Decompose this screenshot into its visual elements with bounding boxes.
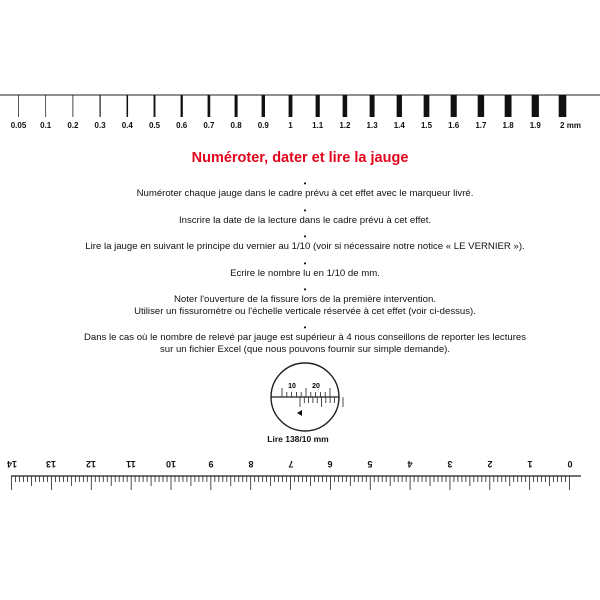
bottom-ruler-labels xyxy=(0,459,600,475)
bullet-icon: • xyxy=(303,258,307,268)
instructions-heading: Numéroter, dater et lire la jauge xyxy=(191,150,409,166)
scale-bar xyxy=(424,95,430,117)
bullet-icon: • xyxy=(303,179,307,188)
instruction-text: Noter l'ouverture de la fissure lors de la première intervention. xyxy=(173,294,437,305)
scale-bar xyxy=(478,95,484,117)
ruler-label: 2 xyxy=(487,459,493,469)
instruction-text: Dans le cas où le nombre de relevé par jauge est supérieur à 4 nous conseillons de reporter les lectures xyxy=(83,332,527,343)
scale-label: 1.1 xyxy=(312,121,324,130)
scale-label: 1.6 xyxy=(448,121,460,130)
scale-bar xyxy=(181,95,183,117)
scale-bar xyxy=(559,95,567,117)
instruction-item xyxy=(40,180,570,200)
scale-bar xyxy=(532,95,539,117)
ruler-label: 5 xyxy=(367,459,373,469)
ruler-label: 9 xyxy=(208,459,214,469)
instruction-text: Numéroter chaque jauge dans le cadre prévu à cet effet avec le marqueur livré. xyxy=(136,188,474,199)
bullet-icon: • xyxy=(303,205,307,215)
scale-bar xyxy=(370,95,375,117)
instruction-item xyxy=(40,207,570,227)
instruction-text: Inscrire la date de la lecture dans le cadre prévu à cet effet. xyxy=(178,214,432,226)
scale-label: 1.2 xyxy=(339,121,351,130)
scale-bar xyxy=(289,95,293,117)
vernier-example-label-10: 10 xyxy=(288,383,296,390)
scale-label: 0.8 xyxy=(230,121,242,130)
instruction-item xyxy=(40,324,570,355)
scale-bar xyxy=(451,95,457,117)
ruler-label: 12 xyxy=(86,459,97,469)
scale-bar xyxy=(100,95,101,117)
instruction-item xyxy=(40,286,570,317)
bullet-icon: • xyxy=(303,285,307,294)
scale-bar xyxy=(505,95,512,117)
instruction-item xyxy=(40,260,570,280)
scale-bar xyxy=(262,95,265,117)
ruler-label: 4 xyxy=(407,459,413,469)
instruction-item xyxy=(40,233,570,253)
crack-width-scale-bars xyxy=(0,95,600,117)
scale-bar xyxy=(73,95,74,117)
scale-bar xyxy=(235,95,238,117)
ruler-label: 10 xyxy=(165,459,177,469)
scale-label: 0.5 xyxy=(148,121,161,130)
scale-bar xyxy=(208,95,211,117)
ruler-label: 13 xyxy=(46,459,57,469)
ruler-label: 3 xyxy=(447,459,453,469)
instruction-text: sur un fichier Excel (que nous pouvons fournir sur simple demande). xyxy=(159,343,451,355)
scale-label: 0.2 xyxy=(67,121,79,130)
scale-bar xyxy=(45,95,46,117)
scale-bar xyxy=(343,95,348,117)
vernier-example-label-20: 20 xyxy=(312,383,320,390)
ruler-label: 7 xyxy=(288,459,294,469)
bottom-ruler xyxy=(11,476,581,490)
scale-label: 1.7 xyxy=(475,121,487,130)
ruler-label: 14 xyxy=(6,459,17,469)
scale-label: 0.9 xyxy=(257,121,269,130)
scale-label: 1.3 xyxy=(366,121,378,130)
scale-bar xyxy=(127,95,129,117)
scale-label: 1 xyxy=(288,121,293,130)
scale-label: 2 mm xyxy=(560,121,581,130)
ruler-label: 11 xyxy=(126,459,136,469)
instruction-text: Lire la jauge en suivant le principe du vernier au 1/10 (voir si nécessaire notre notice « LE VERNIER »). xyxy=(85,241,525,252)
ruler-label: 1 xyxy=(527,459,533,469)
instruction-text: Ecrire le nombre lu en 1/10 de mm. xyxy=(230,267,380,279)
scale-label: 1.8 xyxy=(502,121,514,130)
scale-label: 0.05 xyxy=(10,121,27,130)
scale-label: 0.1 xyxy=(40,121,52,130)
scale-label: 1.4 xyxy=(393,121,405,130)
bullet-icon: • xyxy=(303,323,307,332)
bullet-icon: • xyxy=(303,232,307,241)
scale-label: 0.6 xyxy=(176,121,188,130)
vernier-example-caption: Lire 138/10 mm xyxy=(267,434,329,444)
bottom-ruler-ticks xyxy=(12,476,570,490)
vernier-example-dial xyxy=(271,363,343,431)
scale-bar xyxy=(397,95,402,117)
scale-label: 0.4 xyxy=(121,121,133,130)
scale-label: 0.3 xyxy=(94,121,106,130)
ruler-label: 6 xyxy=(327,459,333,469)
instructions-list xyxy=(40,180,570,362)
scale-label: 0.7 xyxy=(203,121,215,130)
scale-label: 1.5 xyxy=(420,121,433,130)
crack-width-scale-labels xyxy=(0,121,600,135)
instruction-text: Utiliser un fissuromètre ou l'échelle verticale réservée à cet effet (voir ci-dessus). xyxy=(134,305,476,317)
scale-bar xyxy=(154,95,156,117)
ruler-label: 8 xyxy=(248,459,254,469)
ruler-label: 0 xyxy=(566,459,573,469)
scale-label: 1.9 xyxy=(529,121,541,130)
scale-bar xyxy=(18,95,19,117)
scale-bar xyxy=(316,95,320,117)
